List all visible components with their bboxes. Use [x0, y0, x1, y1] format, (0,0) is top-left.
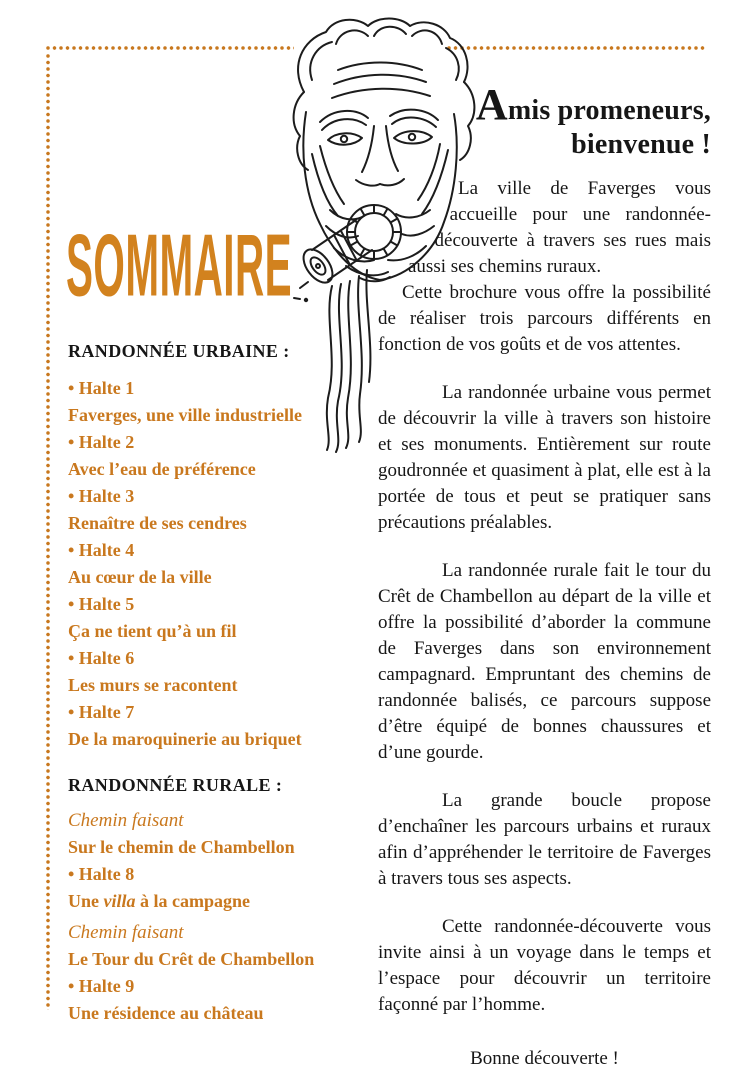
toc-item-chemin-faisant-1: Chemin faisant — [68, 810, 184, 831]
toc-item-chemin-1-title: Sur le chemin de Chambellon — [68, 837, 295, 857]
toc-item-halte-1-title: Faverges, une ville industrielle — [68, 405, 302, 425]
toc-item-halte-7-title: De la maroquinerie au briquet — [68, 729, 302, 749]
halte8-title-italic: villa — [103, 891, 136, 911]
dotted-border-left — [46, 54, 50, 1010]
toc-item-halte-6-title: Les murs se racontent — [68, 675, 238, 695]
table-of-contents — [68, 338, 368, 1027]
paragraph-grande-boucle: La grande boucle propose d’enchaîner les parcours urbains et ruraux afin d’appréhender le territoire de Faverges à travers tous ses aspects. — [378, 790, 711, 889]
toc-item-halte-2-title: Avec l’eau de préférence — [68, 459, 256, 479]
halte8-title-pre: Une — [68, 891, 104, 911]
toc-item-halte-9: • Halte 9 — [68, 976, 135, 996]
toc-section-rurale-title: RANDONNÉE RURALE : — [68, 775, 283, 795]
paragraph-intro-1 — [378, 176, 711, 280]
toc-item-halte-3-title: Renaître de ses cendres — [68, 513, 247, 533]
paragraph-voyage: Cette randonnée-découverte vous invite ainsi à un voyage dans le temps et l’espace pour découvrir un territoire façonné par l’homme. — [378, 916, 711, 1015]
main-text-column — [378, 80, 711, 1072]
toc-item-halte-8: • Halte 8 — [68, 864, 135, 884]
toc-item-halte-3: • Halte 3 — [68, 486, 135, 506]
toc-item-chemin-2-title: Le Tour du Crêt de Chambellon — [68, 949, 315, 969]
paragraph-intro-2: Cette brochure vous offre la possibilité de réaliser trois parcours différents en fonction de vos goûts et de vos attentes. — [378, 282, 711, 355]
closing-line: Bonne découverte ! — [470, 1048, 619, 1069]
toc-section-urbaine-title: RANDONNÉE URBAINE : — [68, 341, 290, 361]
toc-item-halte-7: • Halte 7 — [68, 702, 135, 722]
toc-item-halte-4-title: Au cœur de la ville — [68, 567, 212, 587]
toc-item-halte-8-title — [68, 888, 368, 915]
toc-item-halte-6: • Halte 6 — [68, 648, 135, 668]
paragraph-randonnee-urbaine: La randonnée urbaine vous permet de découvrir la ville à travers son histoire et ses monuments. Entièrement sur route goudronnée et quasiment à plat, elle est à la portée de tous et peut se pratiquer sans précautions préalables. — [378, 382, 711, 533]
heading-dropcap: A — [475, 80, 508, 129]
dotted-border-top-right — [447, 46, 707, 50]
dotted-border-top-left — [46, 46, 294, 50]
welcome-heading — [378, 80, 711, 162]
toc-item-chemin-faisant-2: Chemin faisant — [68, 922, 184, 943]
toc-item-halte-4: • Halte 4 — [68, 540, 135, 560]
heading-line1: mis promeneurs, — [507, 95, 711, 126]
halte8-title-post: à la campagne — [135, 891, 250, 911]
toc-item-halte-5-title: Ça ne tient qu’à un fil — [68, 621, 237, 641]
paragraph-randonnee-rurale: La randonnée rurale fait le tour du Crêt de Chambellon au départ de la ville et offre la possibilité d’aborder la commune de Faverges dans son environnement campagnard. Empruntant des chemins de randonnée balisés, ce parcours suppose d’être équipé de bonnes chaussures et d’une gourde. — [378, 560, 711, 763]
paragraph-intro-1-text: La ville de Faverges vous accueille pour une randonnée-découverte à travers ses rues mais aussi ses chemins ruraux. — [408, 178, 711, 277]
toc-item-halte-9-title: Une résidence au château — [68, 1003, 264, 1023]
heading-line2: bienvenue ! — [571, 129, 711, 160]
toc-item-halte-1: • Halte 1 — [68, 378, 135, 398]
toc-item-halte-2: • Halte 2 — [68, 432, 135, 452]
toc-item-halte-5: • Halte 5 — [68, 594, 135, 614]
page-title-sommaire: SOMMAIRE — [66, 216, 293, 315]
